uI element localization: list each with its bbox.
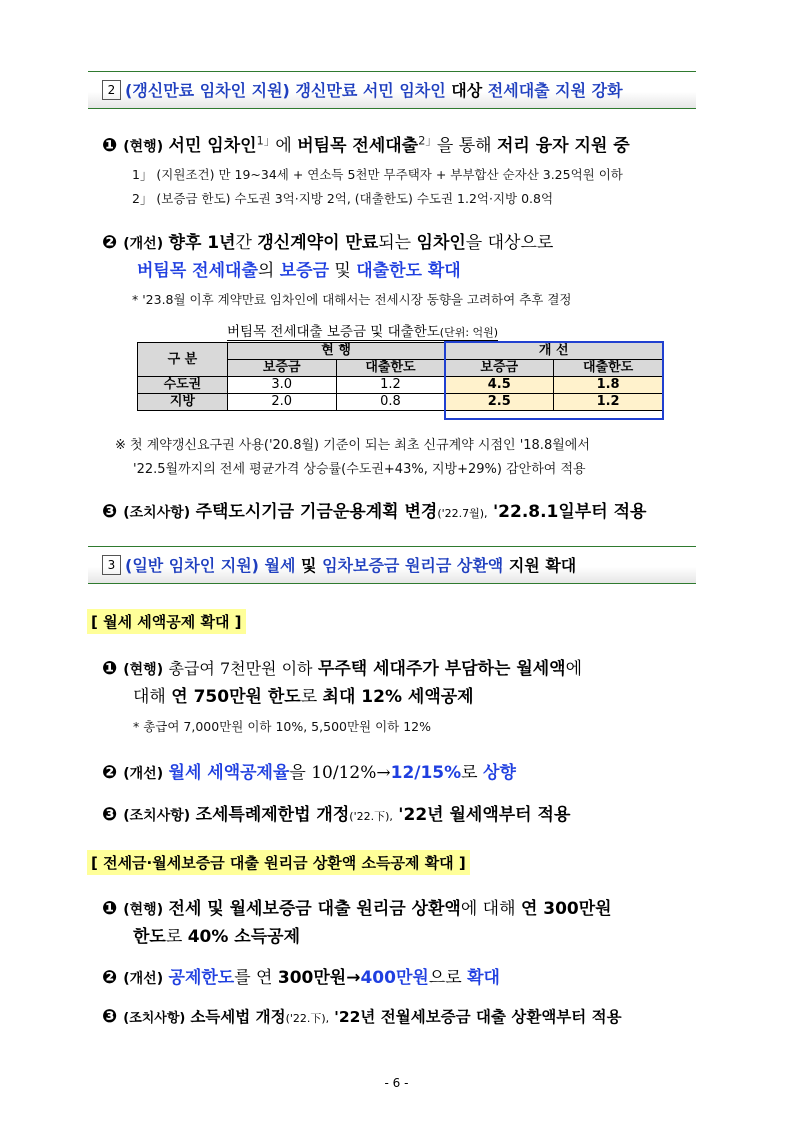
note: * '23.8월 이후 계약만료 임차인에 대해서는 전세시장 동향을 고려하여 추후 결정 bbox=[132, 292, 572, 307]
loan-table: 구 분 현 행 개 선 보증금 대출한도 보증금 대출한도 수도권 3.0 1.2 4.5 1.8 지방 2.0 0.8 2.5 1.2 bbox=[137, 342, 663, 411]
reference-note-1: ※ 첫 계약갱신요구권 사용('20.8월) 기준이 되는 최초 신규계약 시점인 '18.8월에서 bbox=[115, 438, 590, 453]
bullet-current: ❶ (현행) 서민 임차인$^{1」}$에 버팀목 전세대출$^{2」}$을 통해 저리 융자 지원 중 bbox=[102, 133, 630, 156]
footnote-1: 1」 (지원조건) 만 19~34세 + 연소득 5천만 무주택자 + 부부합산 순자산 3.25억원 이하 bbox=[132, 167, 623, 182]
header-gubun: 구 분 bbox=[138, 343, 228, 377]
bullet-improvement-cont: 버팀목 전세대출의 보증금 및 대출한도 확대 bbox=[137, 261, 461, 281]
table-caption: 버팀목 전세대출 보증금 및 대출한도(단위: 억원) bbox=[227, 320, 498, 341]
bullet-improvement: ❷ (개선) 월세 세액공제율을 10/12%→12/15%로 상향 bbox=[102, 762, 516, 783]
section-3-header: 3 (일반 임차인 지원) 월세 및 임차보증금 원리금 상환액 지원 확대 bbox=[88, 546, 696, 584]
footnote-2: 2」 (보증금 한도) 수도권 3억·지방 2억, (대출한도) 수도권 1.2억·지방 0.8억 bbox=[132, 191, 554, 206]
bullet-current-cont: 한도로 40% 소득공제 bbox=[133, 927, 300, 947]
bullet-action: ❸ (조치사항) 소득세법 개정('22.下), '22년 전월세보증금 대출 상환액부터 적용 bbox=[102, 1006, 622, 1027]
header-current: 현 행 bbox=[227, 343, 445, 360]
bullet-current: ❶ (현행) 전세 및 월세보증금 대출 원리금 상환액에 대해 연 300만원 bbox=[102, 898, 612, 919]
reference-note-2: '22.5월까지의 전세 평균가격 상승률(수도권+43%, 지방+29%) 감안하여 적용 bbox=[133, 462, 586, 477]
section-number: 3 bbox=[102, 555, 121, 575]
section-number: 2 bbox=[102, 80, 121, 100]
subsection-title-rent: [ 월세 세액공제 확대 ] bbox=[87, 609, 246, 634]
note: * 총급여 7,000만원 이하 10%, 5,500만원 이하 12% bbox=[133, 719, 431, 734]
bullet-improvement: ❷ (개선) 공제한도를 연 300만원→400만원으로 확대 bbox=[102, 967, 500, 988]
header-improved: 개 선 bbox=[445, 343, 663, 360]
bullet-action: ❸ (조치사항) 조세특례제한법 개정('22.下), '22년 월세액부터 적용 bbox=[102, 804, 571, 825]
page-number: - 6 - bbox=[384, 1076, 409, 1090]
bullet-improvement: ❷ (개선) 향후 1년간 갱신계약이 만료되는 임차인을 대상으로 bbox=[102, 232, 554, 253]
bullet-action: ❸ (조치사항) 주택도시기금 기금운용계획 변경('22.7월), '22.8.1일부터 적용 bbox=[102, 501, 647, 522]
table-row: 지방 2.0 0.8 2.5 1.2 bbox=[138, 394, 663, 411]
bullet-current: ❶ (현행) 총급여 7천만원 이하 무주택 세대주가 부담하는 월세액에 bbox=[102, 658, 583, 679]
bullet-current-cont: 대해 연 750만원 한도로 최대 12% 세액공제 bbox=[133, 687, 474, 707]
section-2-header: 2 (갱신만료 임차인 지원) 갱신만료 서민 임차인 대상 전세대출 지원 강화 bbox=[88, 71, 696, 109]
table-row: 수도권 3.0 1.2 4.5 1.8 bbox=[138, 377, 663, 394]
subsection-title-deposit: [ 전세금·월세보증금 대출 원리금 상환액 소득공제 확대 ] bbox=[87, 850, 470, 875]
improved-highlight-box bbox=[444, 341, 664, 420]
